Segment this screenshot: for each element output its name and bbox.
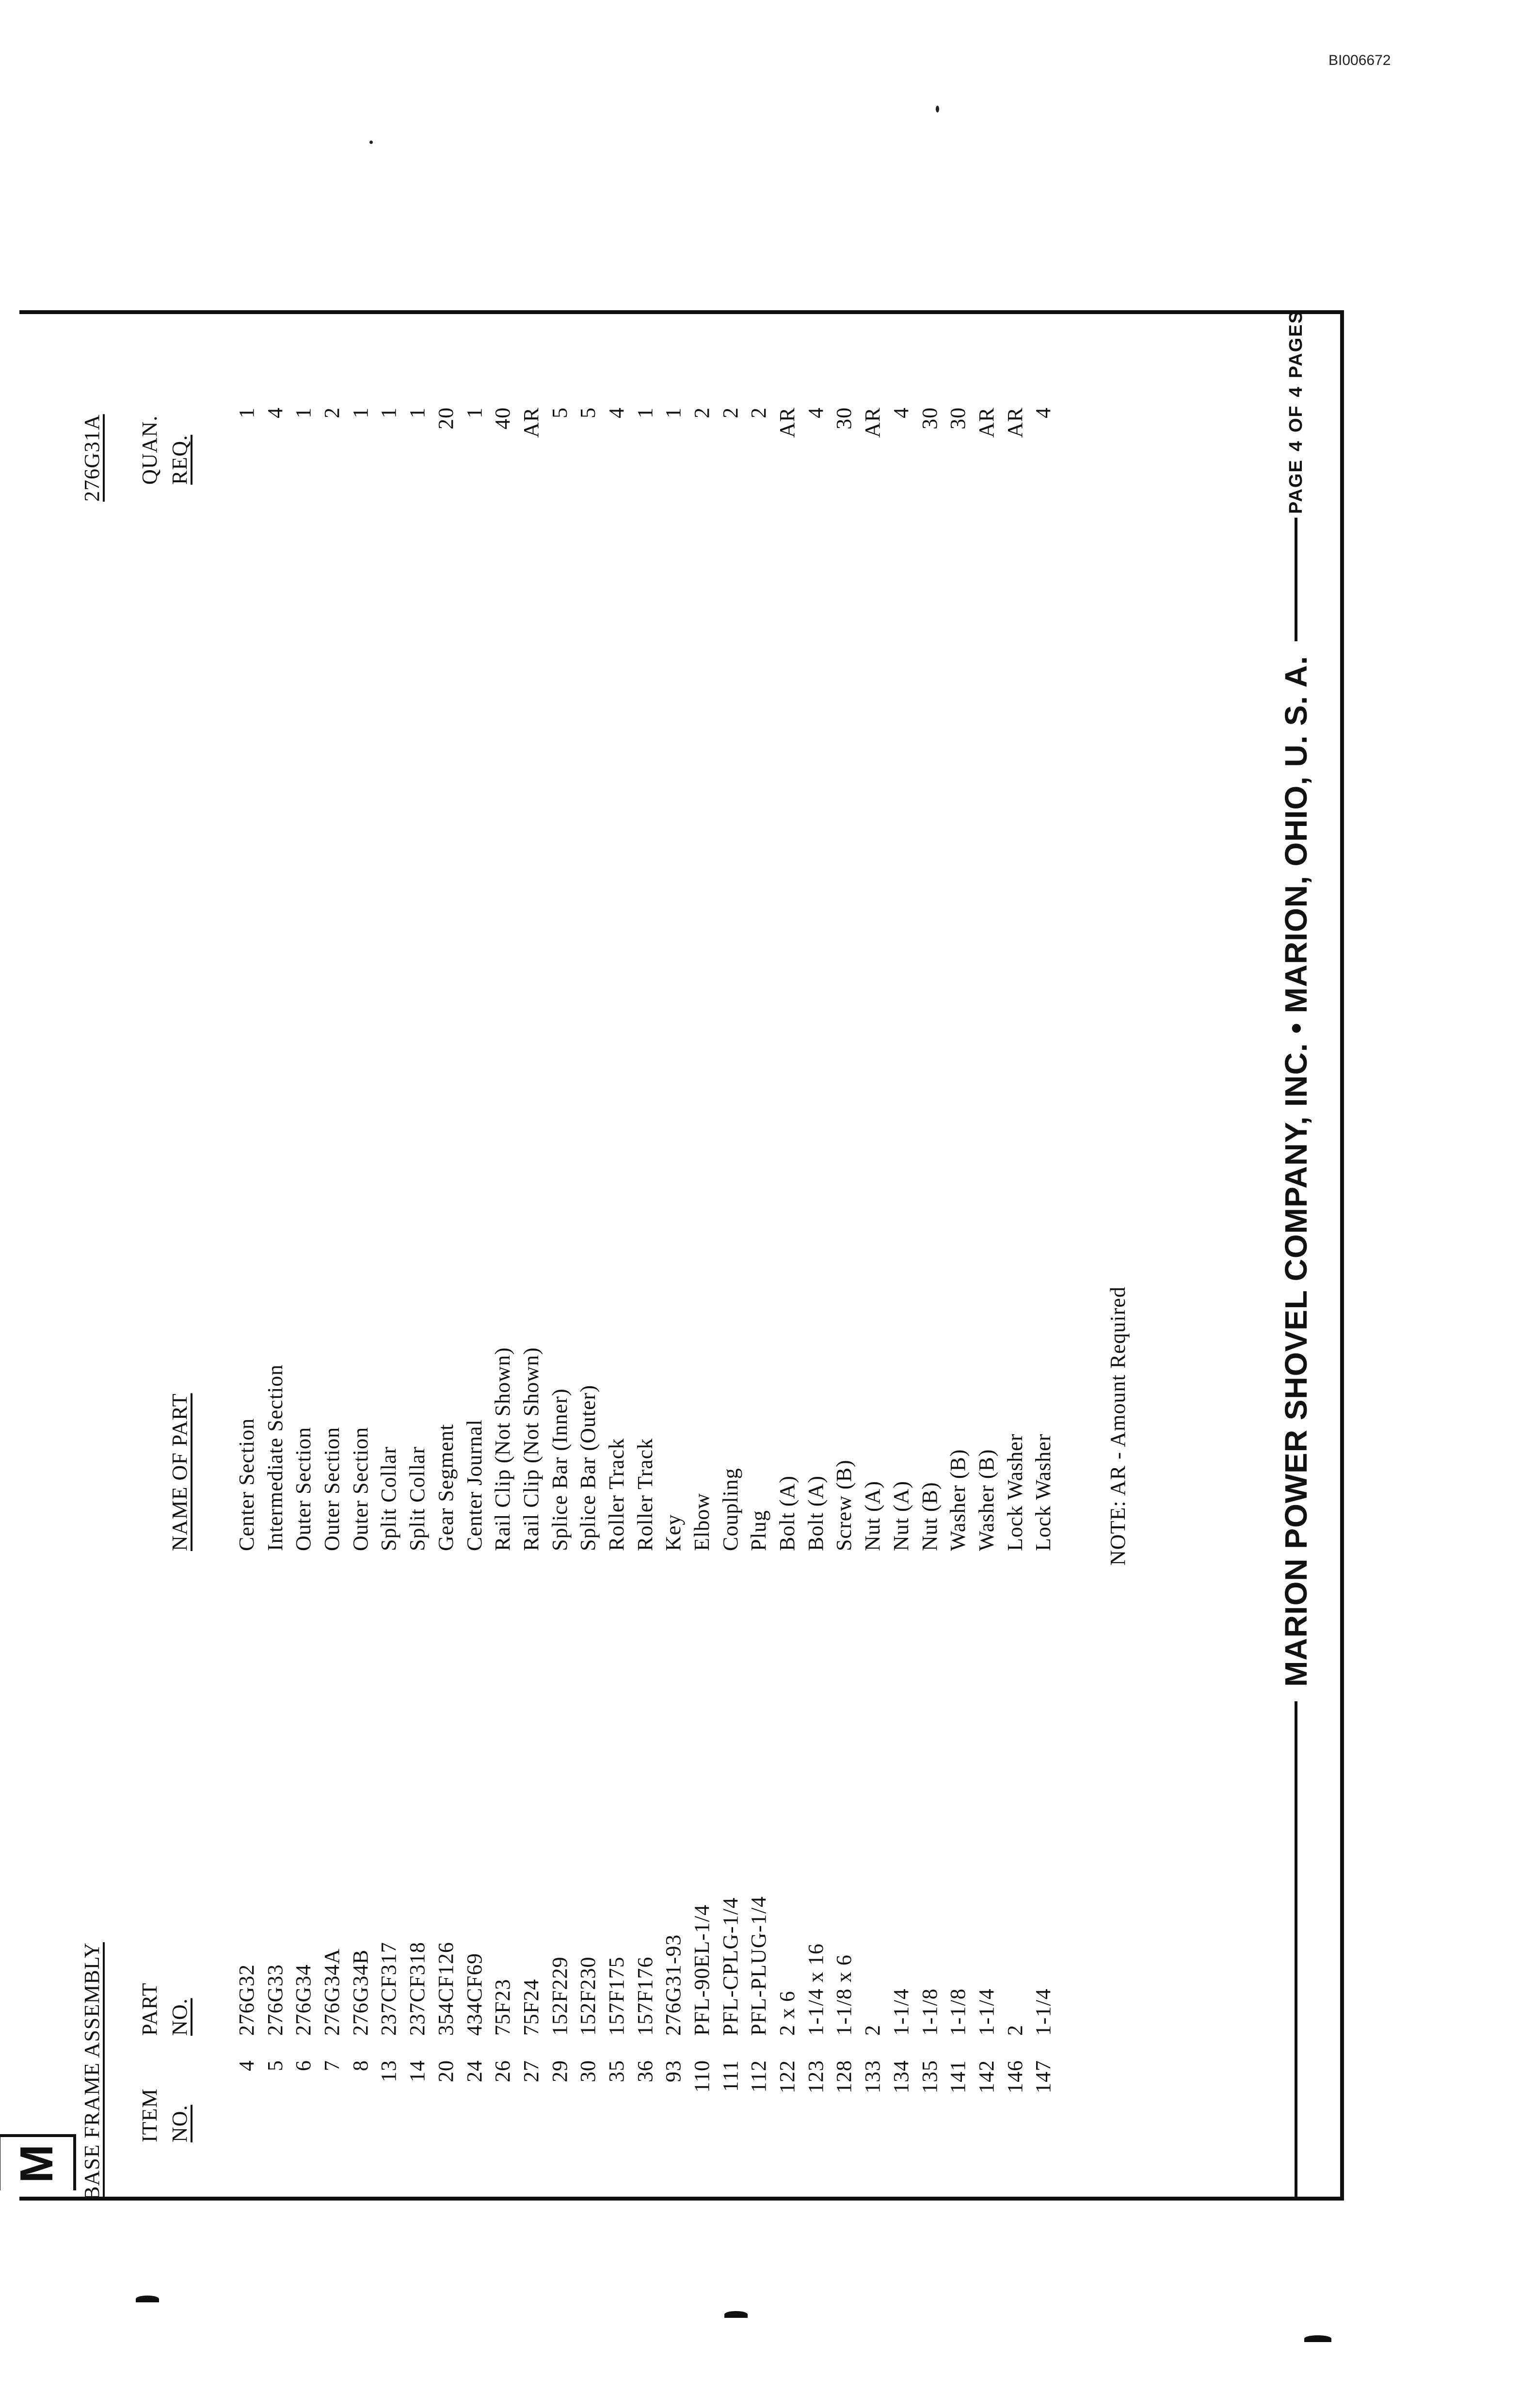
table-row (859, 310, 887, 2201)
item-no: 142 (974, 2060, 998, 2093)
part-no: 276G33 (263, 1964, 287, 2036)
part-name: Screw (B) (832, 1459, 856, 1551)
part-name: Gear Segment (433, 1424, 458, 1551)
header-name-line1: NAME OF PART (168, 1393, 192, 1551)
part-name: Nut (A) (889, 1480, 913, 1551)
part-name: Rail Clip (Not Shown) (519, 1347, 543, 1551)
quantity: AR (519, 407, 543, 438)
item-no: 8 (348, 2060, 372, 2071)
item-no: 35 (604, 2060, 628, 2082)
table-row (887, 310, 916, 2201)
part-name: Washer (B) (974, 1449, 998, 1551)
scan-mark (136, 2296, 159, 2302)
part-no: 1-1/4 (889, 1988, 913, 2036)
quantity: 2 (718, 407, 742, 418)
table-row (233, 310, 261, 2201)
table-row (517, 310, 546, 2201)
item-no: 29 (547, 2060, 572, 2082)
part-no: 2 x 6 (775, 1991, 800, 2036)
header-item-line2: NO. (168, 2105, 192, 2142)
table-row (1029, 310, 1058, 2201)
table-row (688, 310, 717, 2201)
footer (1278, 310, 1314, 2201)
part-name: Outer Section (291, 1426, 316, 1551)
item-no: 20 (433, 2060, 458, 2082)
item-no: 7 (320, 2060, 344, 2071)
part-name: Bolt (A) (775, 1475, 800, 1551)
quantity: 1 (377, 407, 401, 418)
quantity: 4 (604, 407, 628, 418)
table-row (916, 310, 944, 2201)
part-no: 1-1/8 x 6 (832, 1954, 856, 2036)
item-no: 24 (462, 2060, 486, 2082)
quantity: 1 (291, 407, 316, 418)
part-name: Roller Track (633, 1438, 657, 1551)
item-no: 5 (263, 2060, 287, 2071)
table-row (631, 310, 660, 2201)
part-name: Coupling (718, 1468, 742, 1551)
quantity: 30 (917, 407, 942, 429)
table-row (403, 310, 432, 2201)
scan-mark (724, 2311, 748, 2318)
item-no: 134 (889, 2060, 913, 2093)
part-no: 1-1/4 (974, 1988, 998, 2036)
item-no: 93 (661, 2060, 686, 2082)
quantity: 1 (661, 407, 686, 418)
part-no: 157F175 (604, 1956, 628, 2036)
part-name: Nut (A) (861, 1480, 885, 1551)
quantity: 4 (889, 407, 913, 418)
quantity: 1 (462, 407, 486, 418)
quantity: 40 (491, 407, 515, 429)
item-no: 123 (803, 2060, 828, 2093)
table-row (432, 310, 461, 2201)
part-name: Lock Washer (1003, 1433, 1027, 1551)
header-part-line2: NO. (168, 1998, 192, 2036)
document-id: BI006672 (1328, 52, 1391, 68)
part-name: Split Collar (405, 1446, 430, 1551)
part-name: Washer (B) (946, 1449, 970, 1551)
quantity: 1 (633, 407, 657, 418)
note: NOTE: AR - Amount Required (1106, 1286, 1130, 1566)
part-name: Split Collar (377, 1446, 401, 1551)
item-no: 112 (747, 2060, 771, 2093)
scan-speck (369, 141, 373, 144)
part-name: Splice Bar (Outer) (576, 1385, 600, 1551)
item-no: 13 (377, 2060, 401, 2082)
footer-rule-right (1295, 518, 1297, 641)
page-label: PAGE (1285, 459, 1306, 514)
item-no: 26 (491, 2060, 515, 2082)
table-row (1001, 310, 1030, 2201)
part-no: PFL-CPLG-1/4 (718, 1897, 742, 2036)
part-name: Center Journal (462, 1419, 486, 1551)
company-name: MARION POWER SHOVEL COMPANY, INC. • MARION, OHIO, U. S. A. (1279, 655, 1313, 1687)
item-no: 14 (405, 2060, 430, 2082)
quantity: 20 (433, 407, 458, 429)
quantity: 5 (547, 407, 572, 418)
part-no: 1-1/8 (917, 1988, 942, 2036)
table-row (773, 310, 802, 2201)
item-no: 135 (917, 2060, 942, 2093)
item-no: 111 (718, 2060, 742, 2092)
table-row (659, 310, 688, 2201)
table-row (973, 310, 1001, 2201)
table-row (745, 310, 773, 2201)
item-no: 122 (775, 2060, 800, 2093)
item-no: 141 (946, 2060, 970, 2093)
quantity: 30 (946, 407, 970, 429)
quantity: 5 (576, 407, 600, 418)
part-name: Intermediate Section (263, 1364, 287, 1551)
table-row (717, 310, 745, 2201)
part-no: 75F23 (491, 1979, 515, 2036)
header-quantity (135, 415, 195, 485)
quantity: AR (775, 407, 800, 438)
item-no: 128 (832, 2060, 856, 2093)
table-row (944, 310, 973, 2201)
part-name: Splice Bar (Inner) (547, 1388, 572, 1551)
quantity: AR (974, 407, 998, 438)
part-name: Lock Washer (1031, 1433, 1056, 1551)
part-no: 237CF318 (405, 1942, 430, 2036)
parts-list-sheet (19, 310, 1344, 2201)
header-qty-line1: QUAN. (138, 415, 161, 485)
item-no: 146 (1003, 2060, 1027, 2093)
parts-table (233, 310, 1058, 2201)
quantity: 2 (747, 407, 771, 418)
page-of: OF (1285, 405, 1306, 433)
part-no: 2 (861, 2025, 885, 2036)
table-row (603, 310, 631, 2201)
part-name: Elbow (690, 1493, 714, 1551)
part-no: PFL-PLUG-1/4 (747, 1896, 771, 2036)
assembly-title: BASE FRAME ASSEMBLY (80, 1942, 104, 2201)
part-no: 434CF69 (462, 1953, 486, 2036)
quantity: 4 (1031, 407, 1056, 418)
pages-label: PAGES (1285, 310, 1306, 379)
header-item-no (135, 2088, 195, 2142)
part-no: 2 (1003, 2025, 1027, 2036)
quantity: 1 (405, 407, 430, 418)
quantity: 2 (690, 407, 714, 418)
part-name: Outer Section (320, 1426, 344, 1551)
page-current: 4 (1285, 440, 1306, 452)
quantity: 30 (832, 407, 856, 429)
part-name: Rail Clip (Not Shown) (491, 1347, 515, 1551)
item-no: 110 (690, 2060, 714, 2093)
table-row (261, 310, 290, 2201)
table-row (461, 310, 489, 2201)
marion-logo: M (0, 2134, 76, 2190)
part-no: 1-1/4 (1031, 1988, 1056, 2036)
part-no: 354CF126 (433, 1942, 458, 2036)
table-row (347, 310, 375, 2201)
table-row (574, 310, 603, 2201)
scan-speck (936, 106, 939, 112)
table-row (489, 310, 517, 2201)
header-part-no (135, 1982, 195, 2036)
quantity: 4 (803, 407, 828, 418)
part-no: 1-1/4 x 16 (803, 1943, 828, 2036)
part-name: Bolt (A) (803, 1475, 828, 1551)
part-no: 75F24 (519, 1979, 543, 2036)
item-no: 133 (861, 2060, 885, 2093)
header-part-line1: PART (138, 1982, 161, 2036)
header-part-name (165, 1393, 195, 1551)
item-no: 6 (291, 2060, 316, 2071)
part-no: 152F230 (576, 1956, 600, 2036)
item-no: 36 (633, 2060, 657, 2082)
item-no: 27 (519, 2060, 543, 2082)
table-row (318, 310, 347, 2201)
part-no: 152F229 (547, 1956, 572, 2036)
part-no: 276G34A (320, 1948, 344, 2036)
quantity: 1 (235, 407, 258, 418)
part-name: Plug (747, 1510, 771, 1551)
item-no: 147 (1031, 2060, 1056, 2093)
part-name: Roller Track (604, 1438, 628, 1551)
table-row (802, 310, 831, 2201)
sheet-number: 276G31A (80, 414, 104, 502)
table-row (830, 310, 859, 2201)
part-no: 276G31-93 (661, 1934, 686, 2036)
table-row (546, 310, 575, 2201)
item-no: 30 (576, 2060, 600, 2082)
header-item-line1: ITEM (138, 2088, 161, 2142)
part-name: Outer Section (348, 1426, 372, 1551)
quantity: AR (861, 407, 885, 438)
quantity: 2 (320, 407, 344, 418)
item-no: 4 (235, 2060, 258, 2071)
quantity: 1 (348, 407, 372, 418)
table-row (375, 310, 403, 2201)
part-no: 276G32 (235, 1964, 258, 2036)
part-no: 1-1/8 (946, 1988, 970, 2036)
part-no: 276G34B (348, 1949, 372, 2036)
header-qty-line2: REQ. (168, 435, 192, 485)
scan-mark (1304, 2335, 1331, 2342)
part-name: Key (661, 1514, 686, 1551)
part-name: Center Section (235, 1418, 258, 1551)
part-no: PFL-90EL-1/4 (690, 1904, 714, 2036)
quantity: AR (1003, 407, 1027, 438)
footer-rule-left (1295, 1701, 1297, 2201)
part-name: Nut (B) (917, 1482, 942, 1551)
quantity: 4 (263, 407, 287, 418)
page-total: 4 (1285, 386, 1306, 397)
table-row (289, 310, 318, 2201)
part-no: 157F176 (633, 1956, 657, 2036)
part-no: 276G34 (291, 1964, 316, 2036)
part-no: 237CF317 (377, 1942, 401, 2036)
